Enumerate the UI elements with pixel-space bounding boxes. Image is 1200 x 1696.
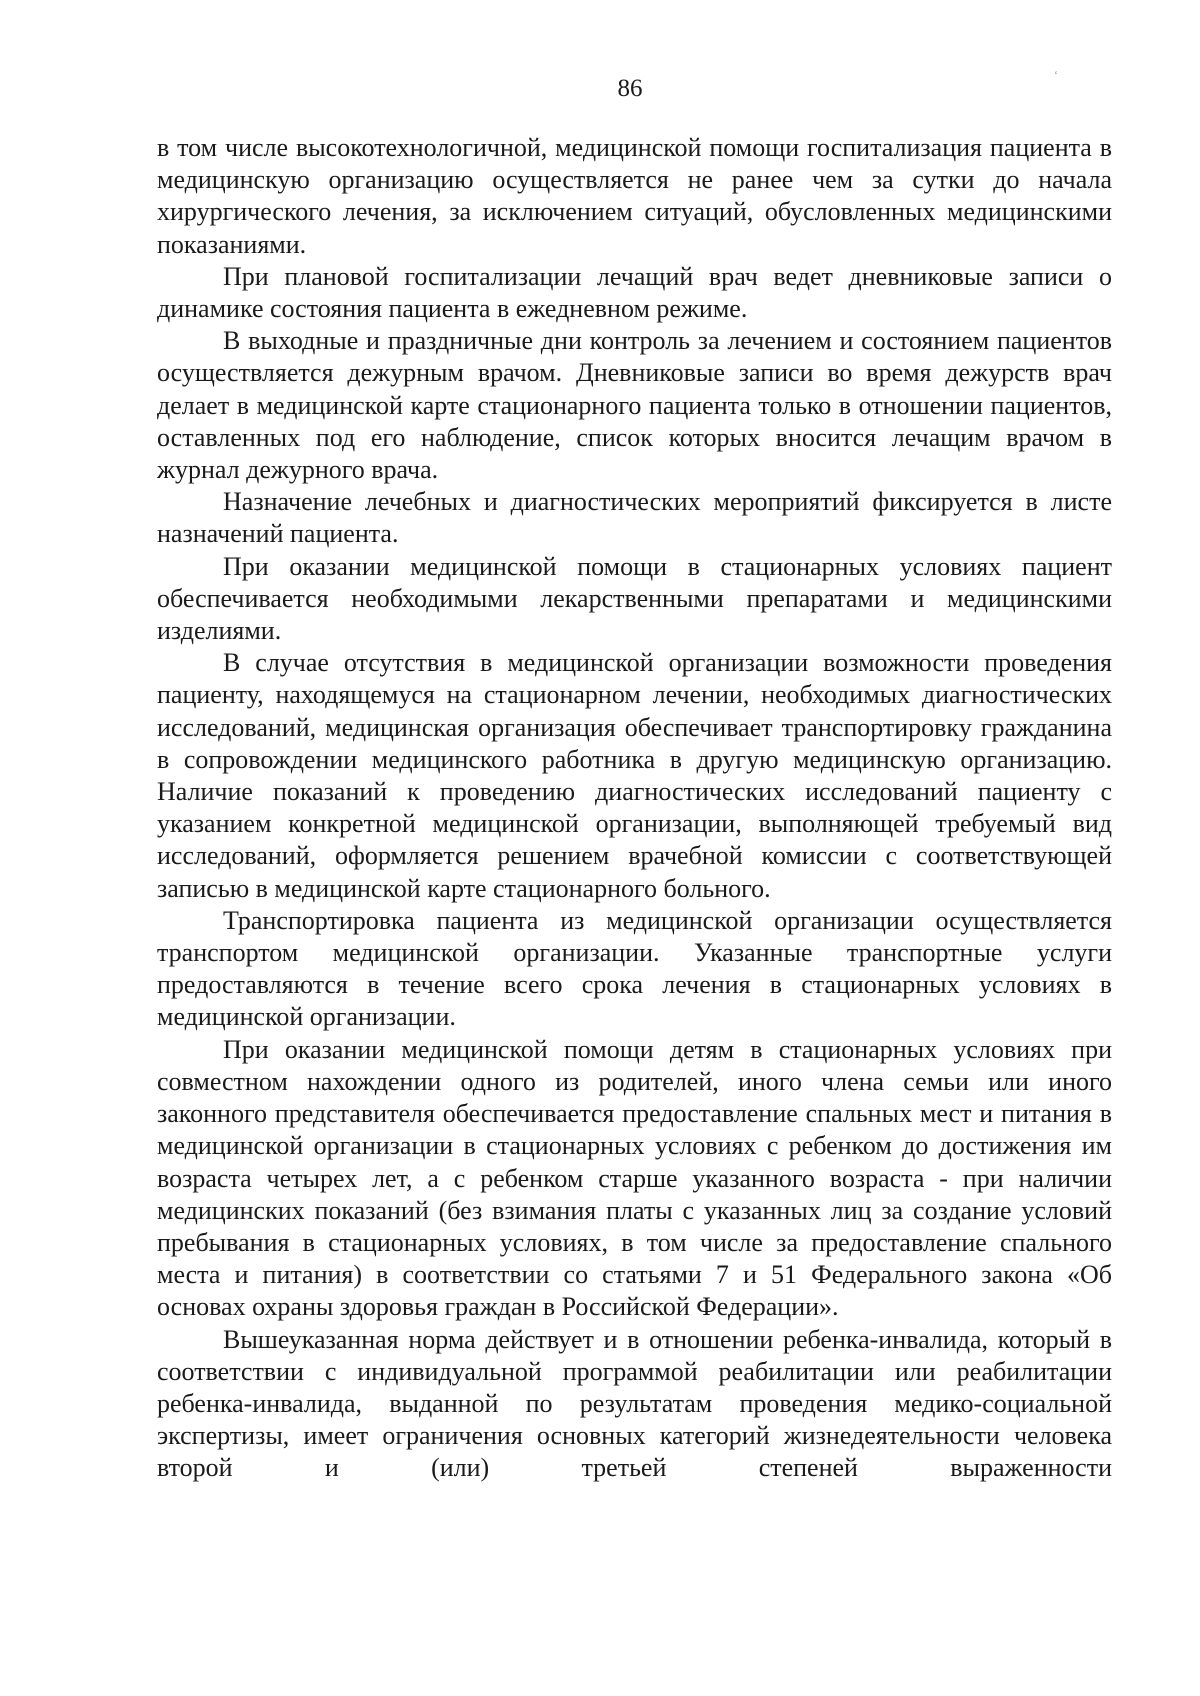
page-number: 86: [617, 75, 643, 102]
paragraph-disabled-child: Вышеуказанная норма действует и в отношении ребенка-инвалида, который в соответствии с индивидуальной программой реабилитации или реабилитации ребенка-инвалида, выданной по результатам проведения медико-социальной экспертизы, имеет ограничения основных категорий жизнедеятельности человека второй и (или) третьей степеней выраженности: [157, 1324, 1112, 1483]
paragraph-prescriptions: Назначение лечебных и диагностических мероприятий фиксируется в листе назначений пациента.: [157, 487, 1112, 549]
document-body: [157, 132, 1112, 1485]
paragraph-diagnostics-transfer: В случае отсутствия в медицинской организации возможности проведения пациенту, находящемуся на стационарном лечении, необходимых диагностических исследований, медицинская организация обеспечивает транспортировку гражданина в сопровождении медицинского работника в другую медицинскую организацию. Наличие показаний к проведению диагностических исследований пациенту с указанием конкретной медицинской организации, выполняющей требуемый вид исследований, оформляется решением врачебной комиссии с соответствующей записью в медицинской карте стационарного больного.: [157, 648, 1112, 903]
paragraph-transportation: Транспортировка пациента из медицинской организации осуществляется транспортом медицинской организации. Указанные транспортные услуги предоставляются в течение всего срока лечения в стационарных условиях в медицинской организации.: [157, 905, 1112, 1032]
paragraph-children-accompaniment: При оказании медицинской помощи детям в стационарных условиях при совместном нахождении одного из родителей, иного члена семьи или иного законного представителя обеспечивается предоставление спальных мест и питания в медицинской организации в стационарных условиях с ребенком до достижения им возраста четырех лет, а с ребенком старше указанного возраста - при наличии медицинских показаний (без взимания платы с указанных лиц за создание условий пребывания в стационарных условиях, в том числе за предоставление спального места и питания) в соответствии со статьями 7 и 51 Федерального закона «Об основах охраны здоровья граждан в Российской Федерации».: [157, 1034, 1112, 1322]
paragraph-planned-hospitalization: При плановой госпитализации лечащий врач ведет дневниковые записи о динамике состояния пациента в ежедневном режиме.: [157, 261, 1112, 324]
paragraph-medications: При оказании медицинской помощи в стационарных условиях пациент обеспечивается необходимыми лекарственными препаратами и медицинскими изделиями.: [157, 551, 1112, 646]
paragraph-continuation: в том числе высокотехнологичной, медицинской помощи госпитализация пациента в медицинскую организацию осуществляется не ранее чем за сутки до начала хирургического лечения, за исключением ситуаций, обусловленных медицинскими показаниями.: [157, 133, 1112, 259]
scan-speck: ‘: [1054, 68, 1058, 82]
paragraph-weekend-control: В выходные и праздничные дни контроль за лечением и состоянием пациентов осуществляется дежурным врачом. Дневниковые записи во время дежурств врач делает в медицинской карте стационарного пациента только в отношении пациентов, оставленных под его наблюдение, список которых вносится лечащим врачом в журнал дежурного врача.: [157, 326, 1112, 485]
